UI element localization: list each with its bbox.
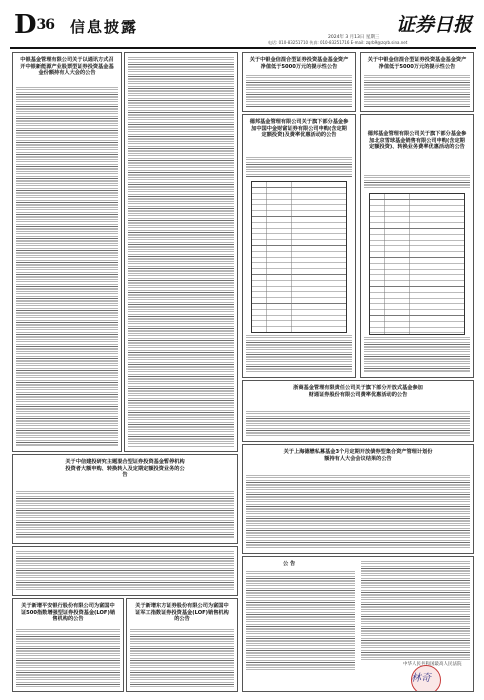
notice-body [364, 337, 470, 373]
notice-body [246, 411, 470, 437]
notice-title: 中银基金管理有限公司关于以通讯方式召开中银新能源产业股票型证券投资基金基金份额持有人大会的公告 [20, 57, 114, 77]
page-header [10, 8, 476, 46]
notice-body [246, 571, 355, 671]
notice-title: 德邦基金管理有限公司关于旗下部分基金参加北京雪球基金销售有限公司申购(含定期定额投资)、转换业务费率优惠活动的公告 [367, 131, 467, 151]
notice-title: 公 告 [283, 561, 296, 567]
notice-n2 [242, 52, 356, 112]
notice-n6-continued [12, 546, 238, 596]
page-number: 36 [36, 17, 55, 33]
fund-table [251, 181, 347, 333]
notice-title: 关于中信建投研究主题混合型证券投资基金暂停机构投资者大额申购、转换转入及定期定额投资业务的公告 [65, 459, 185, 479]
notice-title: 关于中银金信混合型证券投资基金基金资产净值低于5000万元的提示性公告 [367, 57, 467, 70]
court-name: 中华人民共和国最高人民法院 [403, 662, 462, 667]
signature: 林奇 [411, 673, 431, 684]
notice-n11 [242, 556, 474, 692]
notice-n10 [126, 598, 238, 692]
header-rule [10, 47, 476, 49]
notice-body [364, 75, 470, 107]
notice-body [246, 157, 352, 177]
notice-n3 [360, 52, 474, 112]
notice-body [128, 57, 234, 447]
notice-n8 [242, 444, 474, 554]
notice-title: 关于新增东方证券股份有限公司为富国中证军工指数证券投资基金(LOF)销售机构的公告 [135, 603, 229, 623]
notice-title: 关于中银金信混合型证券投资基金基金资产净值低于5000万元的提示性公告 [249, 57, 349, 70]
notice-n4 [242, 114, 356, 378]
notice-n6 [12, 454, 238, 544]
notice-body [130, 629, 234, 687]
notice-body [16, 87, 118, 447]
notice-title: 关于上海德懋私募基金3个月定期开放债券型集合资产管理计划份额持有人大会会议结果的公告 [283, 449, 433, 462]
contact-info: 电话: 010-83251710 传真: 010-83251716 E-mail: zqrb9@zqrb.sina.net [268, 40, 408, 45]
notice-n5 [360, 114, 474, 378]
notice-body [364, 175, 470, 189]
notice-n7 [242, 380, 474, 442]
notice-title: 关于新增平安银行股份有限公司为富国中证500指数增强型证券投资基金(LOF)销售机构的公告 [20, 603, 116, 623]
section-title: 信息披露 [70, 18, 139, 36]
notice-body [246, 335, 352, 373]
notice-title: 德邦基金管理有限公司关于旗下部分基金参加中国中金财富证券有限公司申购(含定期定额投资)及费率优惠活动的公告 [249, 119, 349, 139]
notice-n1 [12, 52, 122, 452]
notice-body [16, 491, 234, 539]
notice-body [246, 75, 352, 107]
page-code [14, 10, 54, 40]
notice-title: 浙商基金管理有限责任公司关于旗下部分开放式基金参加财通证券股份有限公司费率优惠活动的公告 [293, 385, 423, 398]
issue-date: 2024年 3 月13日 星期三 [328, 35, 380, 40]
notice-body [16, 551, 234, 591]
newspaper-masthead: 证券日报 [395, 14, 472, 36]
page-letter: D [14, 10, 36, 40]
notice-body [361, 561, 470, 661]
notice-body [16, 629, 120, 687]
notice-n1-continued [124, 52, 238, 452]
fund-table [369, 193, 465, 335]
notice-n9 [12, 598, 124, 692]
notice-body [246, 475, 470, 549]
